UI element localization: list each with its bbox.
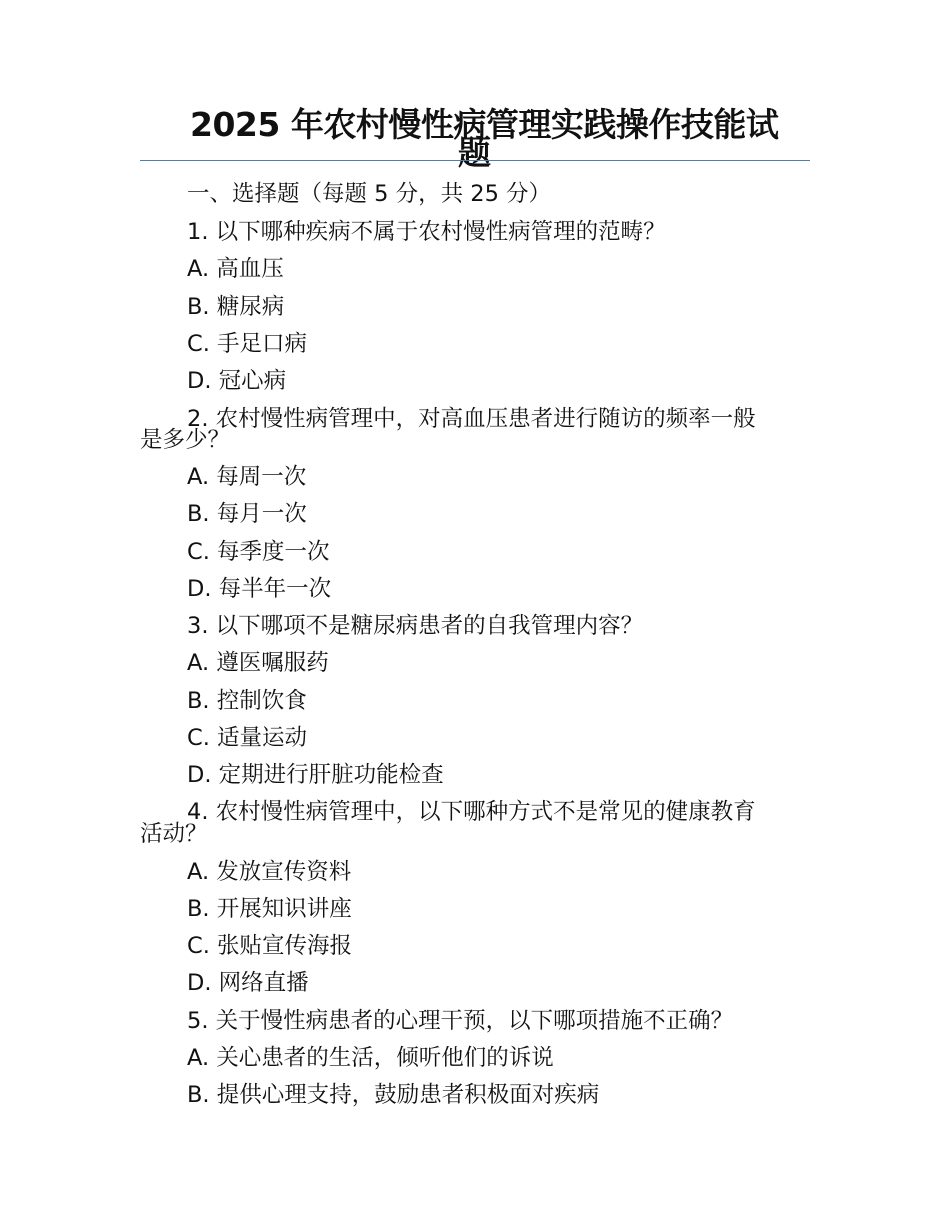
question-4-option-b: B. 开展知识讲座 (187, 896, 352, 922)
question-5-option-b: B. 提供心理支持，鼓励患者积极面对疾病 (187, 1082, 600, 1108)
question-2-option-d: D. 每半年一次 (187, 576, 332, 602)
question-4-wrap: 活动？ (140, 821, 208, 847)
question-3-option-d: D. 定期进行肝脏功能检查 (187, 762, 444, 788)
question-1-option-a: A. 高血压 (187, 256, 284, 282)
question-1-option-b: B. 糖尿病 (187, 294, 285, 320)
question-3-option-c: C. 适量运动 (187, 725, 308, 751)
question-5: 5. 关于慢性病患者的心理干预，以下哪项措施不正确？ (187, 1008, 734, 1034)
question-1-option-c: C. 手足口病 (187, 331, 308, 357)
title-text: 2025 年农村慢性病管理实践操作技能试 (190, 105, 779, 144)
title-underline (140, 160, 810, 161)
question-3-option-b: B. 控制饮食 (187, 688, 307, 714)
question-1: 1. 以下哪种疾病不属于农村慢性病管理的范畴？ (187, 219, 666, 245)
question-4-option-c: C. 张贴宣传海报 (187, 933, 353, 959)
question-4-option-a: A. 发放宣传资料 (187, 859, 352, 885)
question-5-option-a: A. 关心患者的生活，倾听他们的诉说 (187, 1045, 554, 1071)
question-2-wrap: 是多少？ (140, 427, 231, 453)
question-3-option-a: A. 遵医嘱服药 (187, 650, 329, 676)
question-2-option-c: C. 每季度一次 (187, 539, 330, 565)
question-2: 2. 农村慢性病管理中，对高血压患者进行随访的频率一般 (187, 406, 756, 432)
title-wrap-text: 题 (458, 133, 491, 172)
question-1-option-d: D. 冠心病 (187, 368, 287, 394)
section-heading: 一、选择题（每题 5 分，共 25 分） (187, 181, 552, 207)
question-4: 4. 农村慢性病管理中，以下哪种方式不是常见的健康教育 (187, 799, 756, 825)
question-3: 3. 以下哪项不是糖尿病患者的自我管理内容？ (187, 613, 644, 639)
document-title (190, 105, 830, 172)
question-2-option-a: A. 每周一次 (187, 464, 307, 490)
question-2-option-b: B. 每月一次 (187, 501, 307, 527)
question-4-option-d: D. 网络直播 (187, 970, 309, 996)
